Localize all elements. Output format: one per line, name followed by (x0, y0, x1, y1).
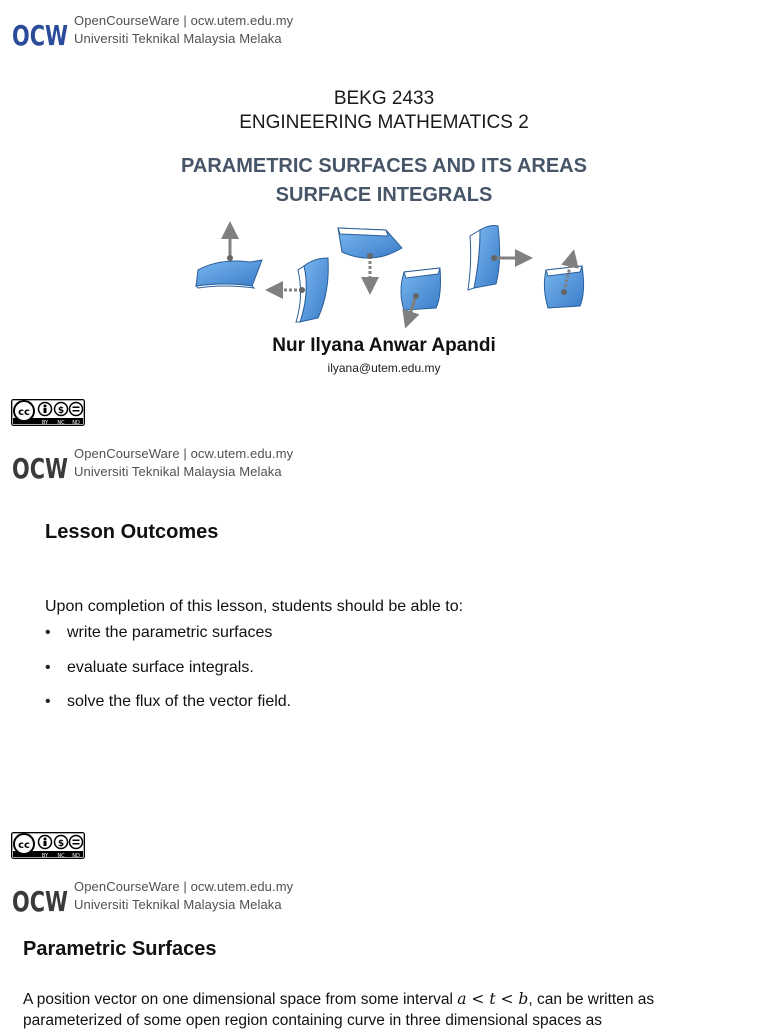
outcomes-intro: Upon completion of this lesson, students should be able to: (45, 598, 464, 615)
surface-patch-1 (196, 230, 262, 288)
ocw-header-text (74, 878, 293, 914)
paragraph-text-start: A position vector on one dimensional space from some interval (23, 991, 458, 1008)
math-t: t (489, 990, 496, 1008)
bullet-icon: • (45, 658, 51, 676)
math-less-than: < (466, 990, 490, 1008)
cc-label-nc: NC (57, 420, 65, 426)
creative-commons-license-badge (11, 832, 85, 859)
ocw-university-line: Universiti Teknikal Malaysia Melaka (74, 464, 282, 479)
surface-patch-5 (468, 226, 524, 291)
ocw-logo-text: OCW (12, 885, 69, 918)
ocw-site-line: OpenCourseWare | ocw.utem.edu.my (74, 13, 294, 28)
topic-title-line-1: PARAMETRIC SURFACES AND ITS AREAS (181, 155, 587, 177)
parametric-surfaces-illustration (190, 222, 590, 326)
ocw-site-line: OpenCourseWare | ocw.utem.edu.my (74, 879, 294, 894)
parametric-surfaces-heading: Parametric Surfaces (23, 938, 217, 960)
ocw-site-line: OpenCourseWare | ocw.utem.edu.my (74, 446, 294, 461)
ocw-logo-text: OCW (12, 452, 69, 485)
paragraph-line-2: parameterized of some open region containing curve in three dimensional spaces as (23, 1012, 603, 1029)
course-name: ENGINEERING MATHEMATICS 2 (239, 112, 529, 133)
list-item (45, 658, 291, 693)
ocw-university-line: Universiti Teknikal Malaysia Melaka (74, 897, 282, 912)
ocw-logo (11, 452, 69, 485)
paragraph-text-end: , can be written as (528, 991, 655, 1008)
paragraph-line-1 (23, 989, 654, 1010)
title-slide (0, 0, 768, 433)
bullet-icon: • (45, 624, 51, 641)
math-a: a (457, 990, 467, 1008)
ocw-header-text (74, 445, 293, 481)
surface-patch-4 (401, 268, 441, 320)
cc-label-nd: ND (72, 853, 80, 859)
outcome-text: write the parametric surfaces (67, 624, 273, 641)
ocw-logo (11, 885, 69, 918)
ocw-logo (11, 19, 69, 52)
ocw-header-text (74, 12, 293, 48)
cc-icon: cc (18, 840, 30, 851)
cc-label-by: BY (41, 853, 49, 859)
math-b: b (518, 990, 529, 1008)
bullet-icon: • (45, 693, 51, 710)
svg-text:$: $ (57, 406, 65, 416)
nd-icon (70, 836, 83, 849)
author-email: ilyana@utem.edu.my (327, 361, 441, 375)
ocw-university-line: Universiti Teknikal Malaysia Melaka (74, 31, 282, 46)
ocw-logo-o: OCW (12, 19, 69, 52)
creative-commons-license-badge (11, 399, 85, 426)
author-name: Nur Ilyana Anwar Apandi (272, 335, 496, 356)
cc-label-nc: NC (57, 853, 65, 859)
lesson-outcomes-slide (0, 433, 768, 866)
topic-title-line-2: SURFACE INTEGRALS (275, 184, 493, 206)
math-less-than: < (495, 990, 519, 1008)
list-item (45, 692, 291, 727)
svg-text:$: $ (57, 839, 65, 849)
nd-icon (70, 403, 83, 416)
outcome-text: evaluate surface integrals. (67, 658, 254, 676)
lesson-outcomes-heading: Lesson Outcomes (45, 521, 219, 543)
list-item (45, 623, 291, 658)
surface-patch-3 (338, 228, 402, 286)
outcome-text: solve the flux of the vector field. (67, 693, 292, 710)
outcomes-list (45, 623, 291, 727)
cc-label-by: BY (41, 420, 49, 426)
parametric-surfaces-slide (0, 866, 768, 1029)
cc-icon: cc (18, 407, 30, 418)
course-code: BEKG 2433 (333, 88, 435, 109)
surface-patch-6 (544, 258, 583, 308)
surface-patch-2 (274, 258, 328, 322)
cc-label-nd: ND (72, 420, 80, 426)
